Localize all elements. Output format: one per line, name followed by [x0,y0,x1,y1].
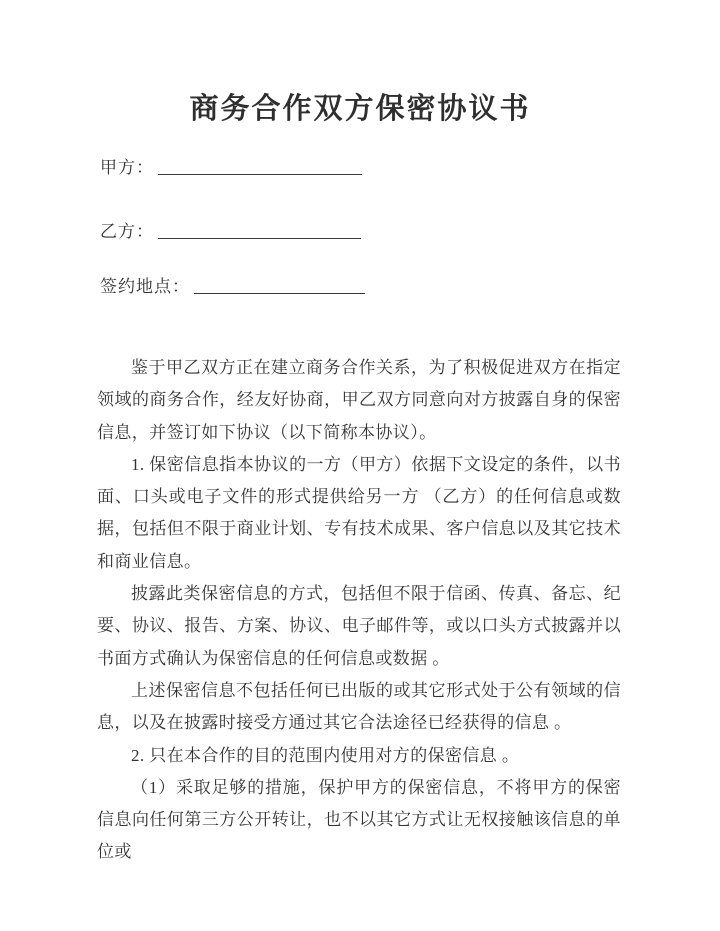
party-a-blank-line [158,158,362,175]
body-paragraph-exclusions: 上述保密信息不包括任何已出版的或其它形式处于公有领域的信息，以及在披露时接受方通过其它合法途径已经获得的信息 。 [97,680,621,733]
body-paragraph-clause-2: 2. 只在本合作的目的范围内使用对方的保密信息 。 [131,745,520,765]
document-title: 商务合作双方保密协议书 [189,93,531,125]
body-paragraph-disclosure-methods: 披露此类保密信息的方式，包括但不限于信函、传真、备忘、纪要、协议、报告、方案、协议、电子邮件等，或以口头方式披露并以书面方式确认为保密信息的任何信息或数据 。 [97,584,621,668]
party-b-blank-line [158,222,361,239]
party-a-field [100,153,362,178]
body-paragraph-clause-1: 1. 保密信息指本协议的一方（甲方）依据下文设定的条件，以书面、口头或电子文件的形式提供给另一方 （乙方）的任何信息或数据，包括但不限于商业计划、专有技术成果、客户信息以及其它技术和商业信息。 [97,454,621,571]
party-a-label: 甲方： [100,158,154,177]
body-paragraph-preamble: 鉴于甲乙双方正在建立商务合作关系，为了积极促进双方在指定领域的商务合作，经友好协商，甲乙双方同意向对方披露自身的保密信息，并签订如下协议（以下简称本协议）。 [97,358,621,442]
party-b-field [100,217,361,242]
document-body [97,352,621,869]
body-paragraph-clause-2-item-1: （1）采取足够的措施，保护甲方的保密信息，不将甲方的保密信息向任何第三方公开转让，也不以其它方式让无权接触该信息的单位或 [97,777,621,862]
signing-location-field [100,272,365,297]
party-b-label: 乙方： [100,222,154,241]
signing-location-label: 签约地点： [100,277,190,296]
signing-location-blank-line [194,277,365,294]
